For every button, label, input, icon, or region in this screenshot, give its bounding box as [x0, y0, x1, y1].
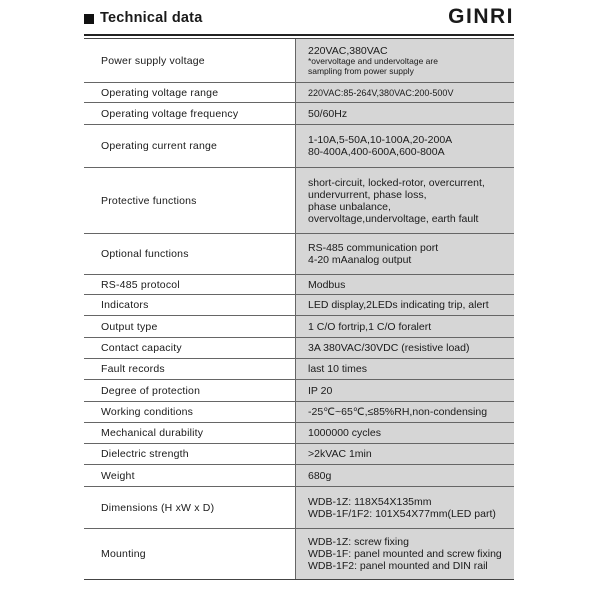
brand-logo: GINRI — [448, 5, 514, 28]
spec-value — [295, 125, 514, 167]
spec-row — [84, 295, 514, 316]
spec-value — [295, 83, 514, 102]
spec-row — [84, 103, 514, 125]
spec-value-line: last 10 times — [308, 363, 367, 375]
spec-value — [295, 529, 514, 579]
spec-label: RS-485 protocol — [84, 275, 295, 294]
spec-row — [84, 529, 514, 579]
spec-row — [84, 275, 514, 295]
header — [84, 5, 514, 35]
spec-value — [295, 103, 514, 124]
spec-row — [84, 380, 514, 402]
spec-value-line: IP 20 — [308, 384, 333, 397]
spec-value — [295, 487, 514, 528]
spec-value-line: 1-10A,5-50A,10-100A,20-200A — [308, 134, 453, 146]
spec-row — [84, 316, 514, 338]
spec-value-line: short-circuit, locked-rotor, overcurrent, — [308, 176, 485, 189]
spec-label: Mechanical durability — [84, 423, 295, 443]
spec-row — [84, 423, 514, 444]
spec-value-line: 1 C/O fortrip,1 C/O foralert — [308, 320, 432, 333]
spec-value-line: Modbus — [308, 278, 346, 291]
spec-note-line: sampling from power supply — [308, 65, 414, 76]
spec-value — [295, 39, 514, 82]
spec-value — [295, 465, 514, 486]
spec-label: Working conditions — [84, 402, 295, 422]
spec-value-line: WDB-1F: panel mounted and screw fixing — [308, 548, 502, 560]
spec-value — [295, 295, 514, 315]
spec-row — [84, 402, 514, 423]
spec-value — [295, 275, 514, 294]
spec-label: Dielectric strength — [84, 444, 295, 464]
spec-value-line: 1000000 cycles — [308, 427, 381, 439]
spec-value-line: 80-400A,400-600A,600-800A — [308, 146, 445, 158]
spec-label: Operating voltage frequency — [84, 103, 295, 124]
spec-value — [295, 168, 514, 233]
spec-row — [84, 444, 514, 465]
spec-row — [84, 125, 514, 168]
spec-row — [84, 83, 514, 103]
spec-value-line: >2kVAC 1min — [308, 448, 372, 460]
spec-value-line: 50/60Hz — [308, 107, 348, 120]
spec-label: Degree of protection — [84, 380, 295, 401]
header-divider — [84, 34, 514, 36]
spec-value-line: WDB-1F2: panel mounted and DIN rail — [308, 560, 488, 572]
spec-value-line: -25℃~65℃,≤85%RH,non-condensing — [308, 406, 488, 418]
spec-value-line: overvoltage,undervoltage, earth fault — [308, 212, 479, 225]
spec-value — [295, 380, 514, 401]
spec-row — [84, 168, 514, 234]
spec-value-line: 220VAC:85-264V,380VAC:200-500V — [308, 87, 454, 98]
spec-value — [295, 444, 514, 464]
spec-table — [84, 38, 514, 580]
spec-value — [295, 359, 514, 379]
spec-value — [295, 338, 514, 358]
spec-label: Power supply voltage — [84, 39, 295, 82]
spec-value-line: undervurrent, phase loss, — [308, 188, 427, 201]
spec-label: Indicators — [84, 295, 295, 315]
spec-value — [295, 423, 514, 443]
spec-label: Mounting — [84, 529, 295, 579]
spec-row — [84, 234, 514, 275]
spec-value-line: WDB-1F/1F2: 101X54X77mm(LED part) — [308, 507, 496, 520]
spec-row — [84, 487, 514, 529]
spec-label: Dimensions (H xW x D) — [84, 487, 295, 528]
spec-value-line: 680g — [308, 469, 332, 482]
spec-value — [295, 402, 514, 422]
spec-row — [84, 338, 514, 359]
section-title: Technical data — [100, 10, 203, 26]
spec-value-line: 3A 380VAC/30VDC (resistive load) — [308, 342, 470, 354]
spec-note-line: *overvoltage and undervoltage are — [308, 56, 438, 66]
spec-row — [84, 359, 514, 380]
spec-label: Fault records — [84, 359, 295, 379]
spec-row — [84, 39, 514, 83]
spec-row — [84, 465, 514, 487]
spec-label: Operating current range — [84, 125, 295, 167]
spec-value — [295, 234, 514, 274]
spec-value-line: WDB-1Z: 118X54X135mm — [308, 495, 432, 508]
spec-value-line: 4-20 mAanalog output — [308, 254, 412, 266]
spec-label: Output type — [84, 316, 295, 337]
spec-value-line: phase unbalance, — [308, 200, 391, 213]
bullet-square-icon — [84, 14, 94, 24]
spec-label: Weight — [84, 465, 295, 486]
spec-label: Protective functions — [84, 168, 295, 233]
spec-value-line: WDB-1Z: screw fixing — [308, 536, 409, 548]
spec-label: Optional functions — [84, 234, 295, 274]
spec-value-line: 220VAC,380VAC — [308, 45, 388, 57]
spec-label: Contact capacity — [84, 338, 295, 358]
spec-value-line: RS-485 communication port — [308, 242, 439, 254]
spec-value-line: LED display,2LEDs indicating trip, alert — [308, 299, 489, 311]
spec-value — [295, 316, 514, 337]
spec-label: Operating voltage range — [84, 83, 295, 102]
